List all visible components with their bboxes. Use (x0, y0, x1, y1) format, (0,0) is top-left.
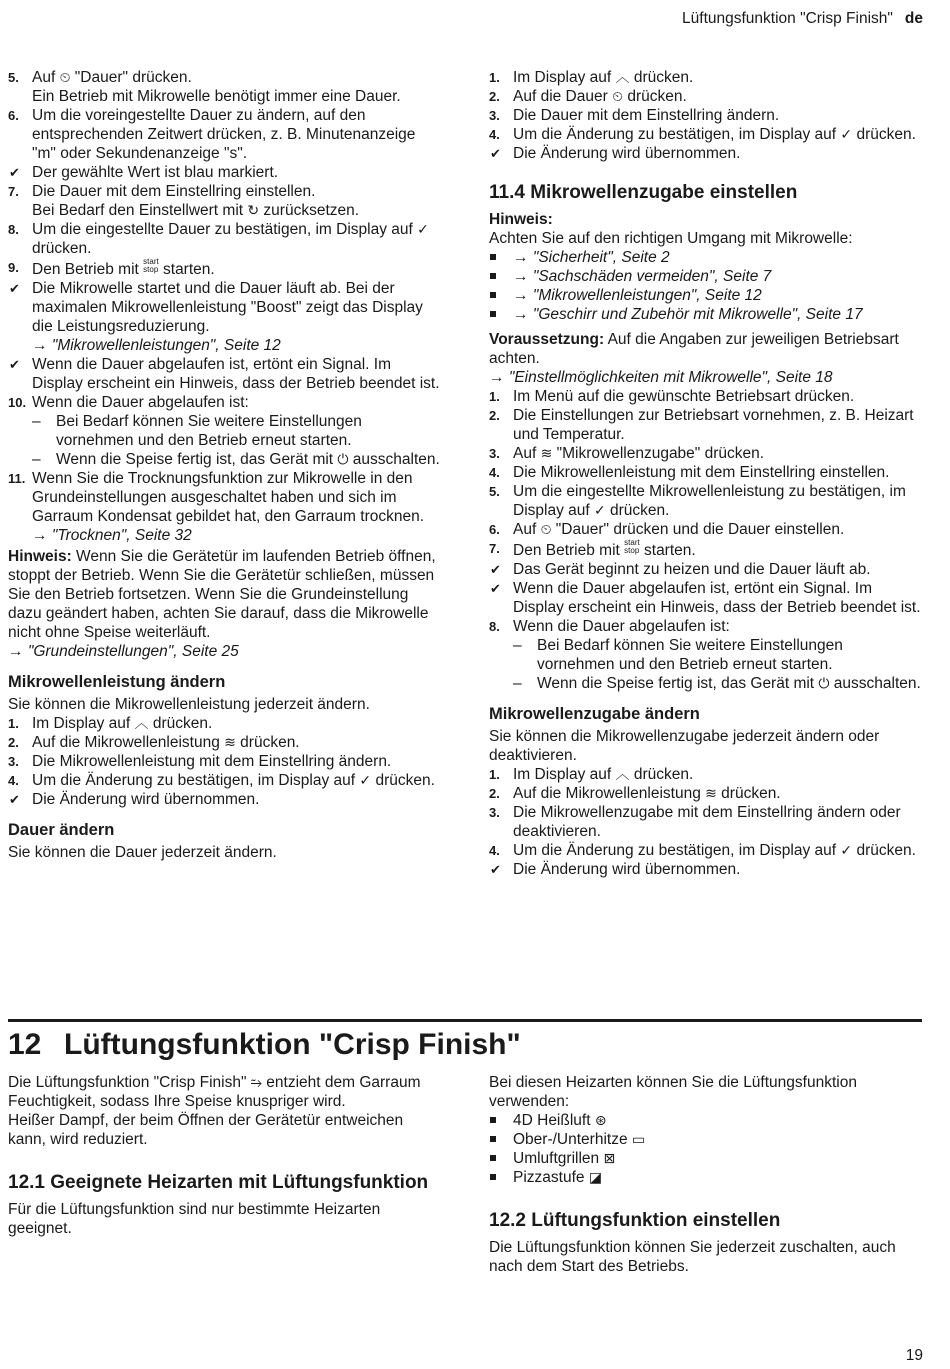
z-step-7: 7. Den Betrieb mit start stop starten. (489, 538, 696, 559)
timer-icon: ⏲ (59, 69, 71, 85)
section-heading: Dauer ändern (8, 821, 115, 839)
step-11: 11. Wenn Sie die Trocknungsfunktion zur Mikrowelle in den Grundeinstellungen ausgeschaltet haben und sich im Garraum Kondensat gebildet hat, den Garraum trocknen. → "Trocknen", Seite 32 (8, 470, 425, 544)
cross-reference[interactable]: → "Einstellmöglichkeiten mit Mikrowelle", Seite 18 (489, 369, 833, 386)
check-icon: ✓ (593, 502, 606, 518)
microwave-icon: ≋ (540, 445, 553, 461)
z-step-6: 6. Auf ⏲ "Dauer" drücken und die Dauer einstellen. (489, 521, 845, 538)
mw-step-4: 4. Um die Änderung zu bestätigen, im Display auf ✓ drücken. (8, 772, 435, 789)
chapter-left-column (8, 1073, 440, 1238)
chapter-heading (8, 1019, 922, 1062)
hint-text: Achten Sie auf den richtigen Umgang mit Mikrowelle: (489, 230, 853, 247)
chevron-up-icon: ︿ (134, 715, 149, 731)
check-icon: ✔ (9, 281, 20, 296)
z-step-8-sub-2: – Wenn die Speise fertig ist, das Gerät mit ⏻ ausschalten. (513, 675, 921, 692)
d-step-4: 4. Um die Änderung zu bestätigen, im Display auf ✓ drücken. (489, 126, 916, 143)
right-column (489, 68, 921, 879)
heating-mode-item: Umluftgrillen ⊠ (489, 1149, 921, 1168)
check-icon: ✓ (840, 842, 853, 858)
hint-ref-2[interactable]: → "Sachschäden vermeiden", Seite 7 (489, 267, 921, 286)
d-step-3: 3. Die Dauer mit dem Einstellring ändern. (489, 107, 780, 124)
paragraph: Die Lüftungsfunktion "Crisp Finish" ⥲ entzieht dem Garraum Feuchtigkeit, sodass Ihre Speise knuspriger wird. (8, 1074, 421, 1110)
check-icon: ✓ (840, 126, 853, 142)
heating-mode-item: 4D Heißluft ⊛ (489, 1111, 921, 1130)
d-step-2: 2. Auf die Dauer ⏲ drücken. (489, 88, 687, 105)
chapter-right-column (489, 1073, 921, 1276)
paragraph: Sie können die Mikrowellenleistung jederzeit ändern. (8, 696, 370, 713)
z-result-1: ✔ Das Gerät beginnt zu heizen und die Dauer läuft ab. (490, 561, 871, 578)
header-lang: de (904, 10, 923, 27)
cross-reference[interactable]: → "Trocknen", Seite 32 (32, 527, 192, 544)
mw-step-2: 2. Auf die Mikrowellenleistung ≋ drücken. (8, 734, 300, 751)
z-step-5: 5. Um die eingestellte Mikrowellenleistung zu bestätigen, im Display auf ✓ drücken. (489, 483, 906, 519)
section-heading: Mikrowellenleistung ändern (8, 673, 226, 691)
z-step-3: 3. Auf ≋ "Mikrowellenzugabe" drücken. (489, 445, 765, 462)
heating-mode-item: Ober-/Unterhitze ▭ (489, 1130, 921, 1149)
step-10: 10. Wenn die Dauer abgelaufen ist: (8, 394, 249, 411)
check-icon: ✔ (9, 165, 20, 180)
timer-icon: ⏲ (540, 521, 552, 537)
cross-reference[interactable]: → "Grundeinstellungen", Seite 25 (8, 643, 239, 660)
paragraph: Heißer Dampf, der beim Öffnen der Gerätetür entweichen kann, wird reduziert. (8, 1112, 404, 1148)
hint-ref-3[interactable]: → "Mikrowellenleistungen", Seite 12 (489, 286, 921, 305)
check-icon: ✔ (9, 792, 20, 807)
pizza-setting-icon: ◪ (588, 1169, 603, 1185)
heating-mode-item: Pizzastufe ◪ (489, 1168, 921, 1187)
check-icon: ✓ (417, 221, 429, 237)
hint-label: Hinweis: (489, 211, 553, 228)
paragraph: Die Lüftungsfunktion können Sie jederzeit zuschalten, auch nach dem Start des Betriebs. (489, 1239, 896, 1275)
start-stop-icon: start stop (624, 538, 640, 555)
m-step-2: 2. Auf die Mikrowellenleistung ≋ drücken. (489, 785, 781, 802)
d-result: ✔ Die Änderung wird übernommen. (490, 145, 741, 162)
page-header (682, 10, 923, 28)
step-10-sub-2: – Wenn die Speise fertig ist, das Gerät mit ⏻ ausschalten. (32, 451, 440, 468)
power-icon: ⏻ (818, 675, 830, 691)
hint-ref-1[interactable]: → "Sicherheit", Seite 2 (489, 248, 921, 267)
result-6: ✔ Der gewählte Wert ist blau markiert. (9, 164, 279, 181)
section-heading: 12.1 Geeignete Heizarten mit Lüftungsfunktion (8, 1172, 429, 1193)
chevron-up-icon: ︿ (615, 766, 630, 782)
cross-reference[interactable]: → "Mikrowellenleistungen", Seite 12 (32, 337, 281, 354)
z-step-1: 1. Im Menü auf die gewünschte Betriebsart drücken. (489, 388, 855, 405)
left-column (8, 68, 440, 862)
power-icon: ⏻ (337, 451, 349, 467)
microwave-icon: ≋ (705, 785, 717, 801)
chevron-up-icon: ︿ (615, 69, 630, 85)
top-bottom-heat-icon: ▭ (631, 1131, 646, 1147)
check-icon: ✔ (490, 581, 501, 596)
crisp-finish-icon: ⥲ (250, 1074, 262, 1090)
step-5: 5. Auf ⏲ "Dauer" drücken. Ein Betrieb mit Mikrowelle benötigt immer eine Dauer. (8, 69, 401, 105)
section-heading: Mikrowellenzugabe ändern (489, 705, 700, 723)
check-icon: ✔ (9, 357, 20, 372)
z-step-2: 2. Die Einstellungen zur Betriebsart vornehmen, z. B. Heizart und Temperatur. (489, 407, 914, 443)
d-step-1: 1. Im Display auf ︿ drücken. (489, 69, 694, 86)
result-9b: ✔ Wenn die Dauer abgelaufen ist, ertönt ein Signal. Im Display erscheint ein Hinweis, dass der Betrieb beendet ist. (9, 356, 440, 392)
start-stop-icon: start stop (143, 257, 159, 274)
paragraph: Bei diesen Heizarten können Sie die Lüftungsfunktion verwenden: (489, 1074, 857, 1110)
m-step-3: 3. Die Mikrowellenzugabe mit dem Einstellring ändern oder deaktivieren. (489, 804, 901, 840)
header-title: Lüftungsfunktion "Crisp Finish" (682, 10, 893, 27)
step-10-sub-1: – Bei Bedarf können Sie weitere Einstellungen vornehmen und den Betrieb erneut starten. (32, 413, 362, 449)
timer-icon: ⏲ (612, 88, 624, 104)
mw-result: ✔ Die Änderung wird übernommen. (9, 791, 260, 808)
reset-icon: ↻ (247, 202, 260, 218)
convection-grill-icon: ⊠ (603, 1150, 616, 1166)
paragraph: Sie können die Dauer jederzeit ändern. (8, 844, 277, 861)
mw-step-3: 3. Die Mikrowellenleistung mit dem Einstellring ändern. (8, 753, 392, 770)
result-9a: ✔ Die Mikrowelle startet und die Dauer läuft ab. Bei der maximalen Mikrowellenleistung "Boost" zeigt das Display die Leistungsreduzierung. → "Mikrowellenleistungen", Seite 12 (9, 280, 423, 354)
z-result-2: ✔ Wenn die Dauer abgelaufen ist, ertönt ein Signal. Im Display erscheint ein Hinweis, dass der Betrieb beendet ist. (490, 580, 921, 616)
page-number: 19 (905, 1347, 923, 1364)
z-step-8-sub-1: – Bei Bedarf können Sie weitere Einstellungen vornehmen und den Betrieb erneut starten. (513, 637, 843, 673)
check-icon: ✓ (359, 772, 372, 788)
z-step-8: 8. Wenn die Dauer abgelaufen ist: (489, 618, 730, 635)
step-8: 8. Um die eingestellte Dauer zu bestätigen, im Display auf ✓ drücken. (8, 221, 429, 257)
step-6: 6. Um die voreingestellte Dauer zu ändern, auf den entsprechenden Zeitwert drücken, z. B. Minutenanzeige "m" oder Sekundenanzeige "s". (8, 107, 416, 162)
check-icon: ✔ (490, 862, 501, 877)
m-step-4: 4. Um die Änderung zu bestätigen, im Display auf ✓ drücken. (489, 842, 916, 859)
section-heading: 11.4 Mikrowellenzugabe einstellen (489, 182, 798, 203)
chapter-title: Lüftungsfunktion "Crisp Finish" (64, 1028, 521, 1061)
paragraph: Für die Lüftungsfunktion sind nur bestimmte Heizarten geeignet. (8, 1201, 381, 1237)
step-7: 7. Die Dauer mit dem Einstellring einstellen. Bei Bedarf den Einstellwert mit ↻ zurücksetzen. (8, 183, 360, 219)
z-step-4: 4. Die Mikrowellenleistung mit dem Einstellring einstellen. (489, 464, 890, 481)
check-icon: ✔ (490, 146, 501, 161)
section-heading: 12.2 Lüftungsfunktion einstellen (489, 1210, 781, 1231)
check-icon: ✔ (490, 562, 501, 577)
hint-ref-4[interactable]: → "Geschirr und Zubehör mit Mikrowelle", Seite 17 (489, 305, 921, 324)
4d-hot-air-icon: ⊛ (594, 1112, 607, 1128)
m-result: ✔ Die Änderung wird übernommen. (490, 861, 741, 878)
m-step-1: 1. Im Display auf ︿ drücken. (489, 766, 694, 783)
paragraph: Sie können die Mikrowellenzugabe jederzeit ändern oder deaktivieren. (489, 728, 880, 764)
chapter-number: 12 (8, 1028, 42, 1061)
prerequisite: Voraussetzung: Auf die Angaben zur jeweiligen Betriebsart achten. → "Einstellmöglichkeiten mit Mikrowelle", Seite 18 (489, 331, 899, 386)
step-9: 9. Den Betrieb mit start stop starten. (8, 257, 215, 278)
microwave-icon: ≋ (224, 734, 236, 750)
note: Hinweis: Wenn Sie die Gerätetür im laufenden Betrieb öffnen, stoppt der Betrieb. Wenn Sie die Gerätetür schließen, müssen Sie den Betrieb fortsetzen. Wenn Sie die Grundeinstellung dazu geändert haben, achten Sie darauf, dass die Mikrowelle nicht ohne Speise weiterläuft. → "Grundeinstellungen", Seite 25 (8, 548, 436, 660)
mw-step-1: 1. Im Display auf ︿ drücken. (8, 715, 213, 732)
